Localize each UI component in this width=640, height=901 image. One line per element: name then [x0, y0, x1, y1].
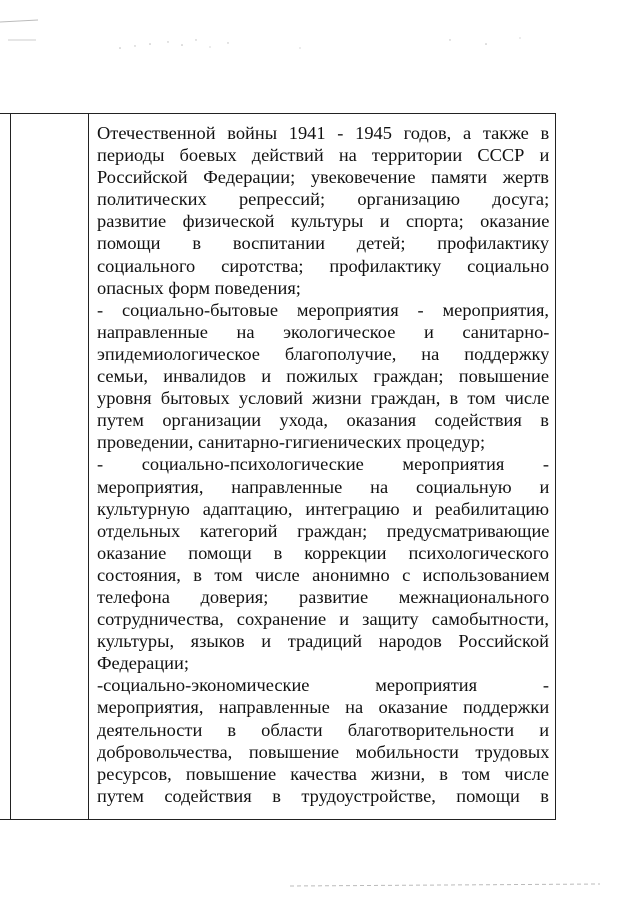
text-line: путем организации ухода, оказания содействия в [97, 410, 549, 431]
text-line: культуры, языков и традиций народов Российской [97, 631, 549, 652]
text-line: сотрудничества, сохранение и защиту самобытности, [97, 609, 549, 630]
text-line: - социально-бытовые мероприятия - мероприятия, [97, 299, 549, 320]
text-line: мероприятия, направленные на оказание поддержки [97, 697, 549, 718]
text-line: развитие физической культуры и спорта; оказание [97, 211, 549, 232]
text-line: отдельных категорий граждан; предусматривающие [97, 520, 549, 541]
text-line: периоды боевых действий на территории СССР и [97, 145, 549, 166]
text-line: ресурсов, повышение качества жизни, в том числе [97, 763, 549, 784]
text-line: проведении, санитарно-гигиенических процедур; [97, 432, 486, 453]
text-line: помощи в воспитании детей; профилактику [97, 233, 549, 254]
text-line: телефона доверия; развитие межнационального [97, 586, 549, 607]
text-line: оказание помощи в коррекции психологического [97, 542, 549, 563]
scan-mark-bottom [290, 884, 600, 886]
scan-speckles-top [119, 37, 520, 48]
text-line: мероприятия, направленные на социальную и [97, 476, 549, 497]
table-left-column [0, 114, 11, 819]
text-line: опасных форм поведения; [97, 277, 301, 298]
text-line: - социально-психологические мероприятия - [97, 454, 549, 475]
text-line: Российской Федерации; увековечение памяти жертв [97, 167, 549, 188]
text-line: состояния, в том числе анонимно с использованием [97, 564, 549, 585]
text-line: добровольчества, повышение мобильности трудовых [97, 741, 549, 762]
text-line: Отечественной войны 1941 - 1945 годов, а также в [97, 123, 549, 143]
text-line: семьи, инвалидов и пожилых граждан; повышение [97, 366, 549, 387]
text-line: Федерации; [97, 653, 189, 674]
text-line: деятельности в области благотворительности и [97, 719, 549, 740]
text-line: политических репрессий; организацию досуга; [97, 189, 549, 210]
text-line: социального сиротства; профилактику социально [97, 255, 549, 276]
text-line: эпидемиологическое благополучие, на поддержку [97, 343, 549, 364]
text-line: уровня бытовых условий жизни граждан, в том числе [97, 388, 549, 409]
cell-text [97, 122, 549, 807]
scan-mark-top-left [0, 20, 38, 22]
table-content-cell [88, 114, 556, 819]
text-line: путем содействия в трудоустройстве, помощи в [97, 785, 549, 806]
document-table [0, 113, 556, 820]
text-line: направленные на экологическое и санитарно- [97, 321, 549, 342]
text-line: культурную адаптацию, интеграцию и реабилитацию [97, 498, 549, 519]
text-line: -социально-экономические мероприятия - [97, 675, 549, 696]
